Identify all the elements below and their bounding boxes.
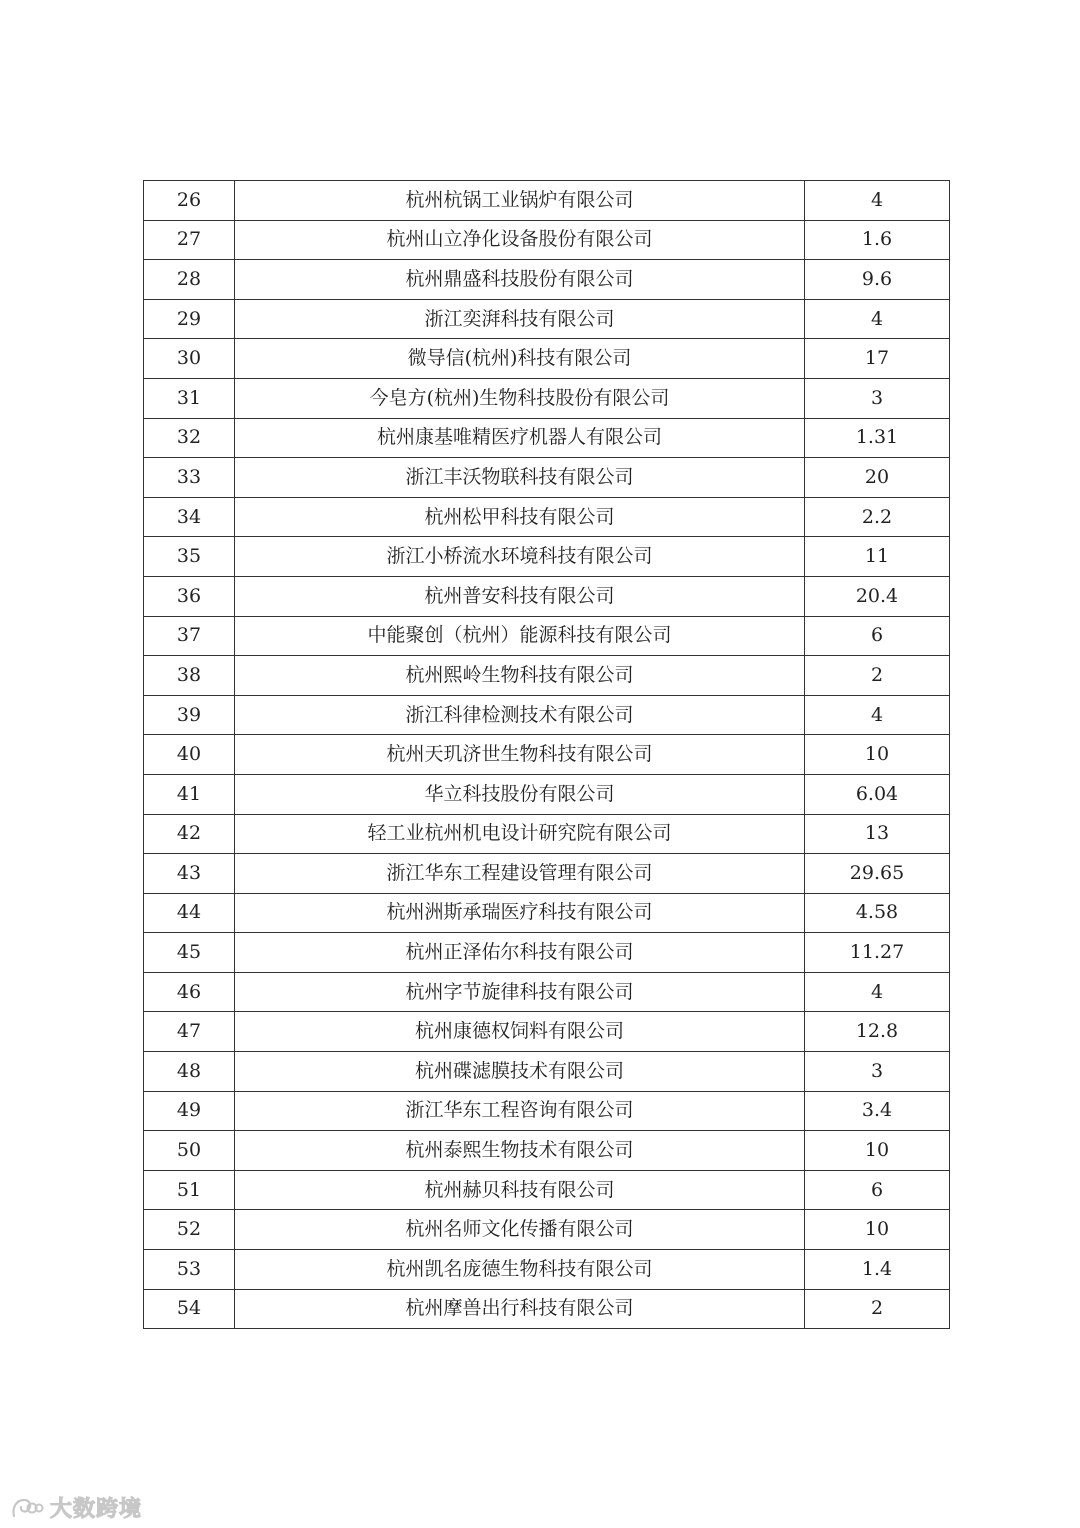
- company-name-cell: 中能聚创（杭州）能源科技有限公司: [235, 616, 805, 656]
- company-name-cell: 杭州熙岭生物科技有限公司: [235, 656, 805, 696]
- company-name-cell: 杭州康德权饲料有限公司: [235, 1012, 805, 1052]
- row-number-cell: 42: [144, 814, 235, 854]
- amount-cell: 4: [805, 695, 950, 735]
- company-name-cell: 轻工业杭州机电设计研究院有限公司: [235, 814, 805, 854]
- row-number-cell: 40: [144, 735, 235, 775]
- amount-cell: 4: [805, 181, 950, 221]
- company-name-cell: 杭州鼎盛科技股份有限公司: [235, 260, 805, 300]
- amount-cell: 2: [805, 656, 950, 696]
- company-name-cell: 杭州山立净化设备股份有限公司: [235, 220, 805, 260]
- amount-cell: 3: [805, 1052, 950, 1092]
- table-row: [144, 576, 950, 616]
- amount-cell: 20.4: [805, 576, 950, 616]
- amount-cell: 1.4: [805, 1250, 950, 1290]
- amount-cell: 10: [805, 735, 950, 775]
- table-row: [144, 972, 950, 1012]
- row-number-cell: 49: [144, 1091, 235, 1131]
- amount-cell: 11: [805, 537, 950, 577]
- watermark: [10, 1492, 142, 1523]
- company-name-cell: 杭州字节旋律科技有限公司: [235, 972, 805, 1012]
- amount-cell: 4: [805, 972, 950, 1012]
- table-row: [144, 695, 950, 735]
- company-name-cell: 杭州松甲科技有限公司: [235, 497, 805, 537]
- company-name-cell: 浙江科律检测技术有限公司: [235, 695, 805, 735]
- row-number-cell: 27: [144, 220, 235, 260]
- table-row: [144, 1131, 950, 1171]
- row-number-cell: 51: [144, 1170, 235, 1210]
- amount-cell: 13: [805, 814, 950, 854]
- company-name-cell: 杭州天玑济世生物科技有限公司: [235, 735, 805, 775]
- amount-cell: 4.58: [805, 893, 950, 933]
- table-row: [144, 1289, 950, 1329]
- company-name-cell: 杭州杭锅工业锅炉有限公司: [235, 181, 805, 221]
- company-name-cell: 华立科技股份有限公司: [235, 774, 805, 814]
- amount-cell: 10: [805, 1210, 950, 1250]
- amount-cell: 2.2: [805, 497, 950, 537]
- row-number-cell: 38: [144, 656, 235, 696]
- amount-cell: 29.65: [805, 854, 950, 894]
- row-number-cell: 33: [144, 458, 235, 498]
- company-name-cell: 杭州赫贝科技有限公司: [235, 1170, 805, 1210]
- table-row: [144, 616, 950, 656]
- table-row: [144, 933, 950, 973]
- amount-cell: 6: [805, 1170, 950, 1210]
- amount-cell: 4: [805, 299, 950, 339]
- table-row: [144, 260, 950, 300]
- row-number-cell: 26: [144, 181, 235, 221]
- company-name-cell: 浙江华东工程咨询有限公司: [235, 1091, 805, 1131]
- table-row: [144, 497, 950, 537]
- row-number-cell: 41: [144, 774, 235, 814]
- table-row: [144, 893, 950, 933]
- table-row: [144, 1012, 950, 1052]
- amount-cell: 17: [805, 339, 950, 379]
- amount-cell: 11.27: [805, 933, 950, 973]
- table-row: [144, 814, 950, 854]
- row-number-cell: 39: [144, 695, 235, 735]
- company-name-cell: 浙江小桥流水环境科技有限公司: [235, 537, 805, 577]
- row-number-cell: 28: [144, 260, 235, 300]
- company-name-cell: 杭州名师文化传播有限公司: [235, 1210, 805, 1250]
- table-row: [144, 181, 950, 221]
- company-name-cell: 浙江奕湃科技有限公司: [235, 299, 805, 339]
- company-name-cell: 杭州泰熙生物技术有限公司: [235, 1131, 805, 1171]
- company-name-cell: 浙江丰沃物联科技有限公司: [235, 458, 805, 498]
- amount-cell: 9.6: [805, 260, 950, 300]
- row-number-cell: 37: [144, 616, 235, 656]
- table-row: [144, 1250, 950, 1290]
- company-name-cell: 浙江华东工程建设管理有限公司: [235, 854, 805, 894]
- amount-cell: 6: [805, 616, 950, 656]
- row-number-cell: 43: [144, 854, 235, 894]
- brand-logo-icon: [10, 1496, 44, 1520]
- table-body: [144, 181, 950, 1329]
- row-number-cell: 46: [144, 972, 235, 1012]
- table-row: [144, 774, 950, 814]
- table-row: [144, 656, 950, 696]
- amount-cell: 2: [805, 1289, 950, 1329]
- company-name-cell: 杭州正泽佑尔科技有限公司: [235, 933, 805, 973]
- table-row: [144, 1052, 950, 1092]
- table-row: [144, 299, 950, 339]
- amount-cell: 20: [805, 458, 950, 498]
- row-number-cell: 48: [144, 1052, 235, 1092]
- row-number-cell: 31: [144, 378, 235, 418]
- row-number-cell: 44: [144, 893, 235, 933]
- row-number-cell: 54: [144, 1289, 235, 1329]
- table-row: [144, 1170, 950, 1210]
- table-row: [144, 537, 950, 577]
- row-number-cell: 29: [144, 299, 235, 339]
- table-row: [144, 458, 950, 498]
- amount-cell: 10: [805, 1131, 950, 1171]
- amount-cell: 6.04: [805, 774, 950, 814]
- company-table: [143, 180, 950, 1329]
- table-row: [144, 418, 950, 458]
- table-row: [144, 1091, 950, 1131]
- amount-cell: 1.6: [805, 220, 950, 260]
- company-name-cell: 杭州凯名庞德生物科技有限公司: [235, 1250, 805, 1290]
- company-name-cell: 今皂方(杭州)生物科技股份有限公司: [235, 378, 805, 418]
- row-number-cell: 35: [144, 537, 235, 577]
- row-number-cell: 36: [144, 576, 235, 616]
- table-row: [144, 339, 950, 379]
- row-number-cell: 47: [144, 1012, 235, 1052]
- row-number-cell: 45: [144, 933, 235, 973]
- table-row: [144, 1210, 950, 1250]
- table-row: [144, 378, 950, 418]
- company-name-cell: 杭州碟滤膜技术有限公司: [235, 1052, 805, 1092]
- row-number-cell: 30: [144, 339, 235, 379]
- company-name-cell: 杭州康基唯精医疗机器人有限公司: [235, 418, 805, 458]
- table-row: [144, 854, 950, 894]
- amount-cell: 12.8: [805, 1012, 950, 1052]
- row-number-cell: 34: [144, 497, 235, 537]
- amount-cell: 3.4: [805, 1091, 950, 1131]
- row-number-cell: 32: [144, 418, 235, 458]
- table-row: [144, 735, 950, 775]
- row-number-cell: 50: [144, 1131, 235, 1171]
- row-number-cell: 53: [144, 1250, 235, 1290]
- row-number-cell: 52: [144, 1210, 235, 1250]
- amount-cell: 1.31: [805, 418, 950, 458]
- table-row: [144, 220, 950, 260]
- company-name-cell: 杭州摩兽出行科技有限公司: [235, 1289, 805, 1329]
- company-name-cell: 杭州普安科技有限公司: [235, 576, 805, 616]
- amount-cell: 3: [805, 378, 950, 418]
- watermark-text: 大数跨境: [50, 1497, 143, 1522]
- company-name-cell: 微导信(杭州)科技有限公司: [235, 339, 805, 379]
- company-name-cell: 杭州洲斯承瑞医疗科技有限公司: [235, 893, 805, 933]
